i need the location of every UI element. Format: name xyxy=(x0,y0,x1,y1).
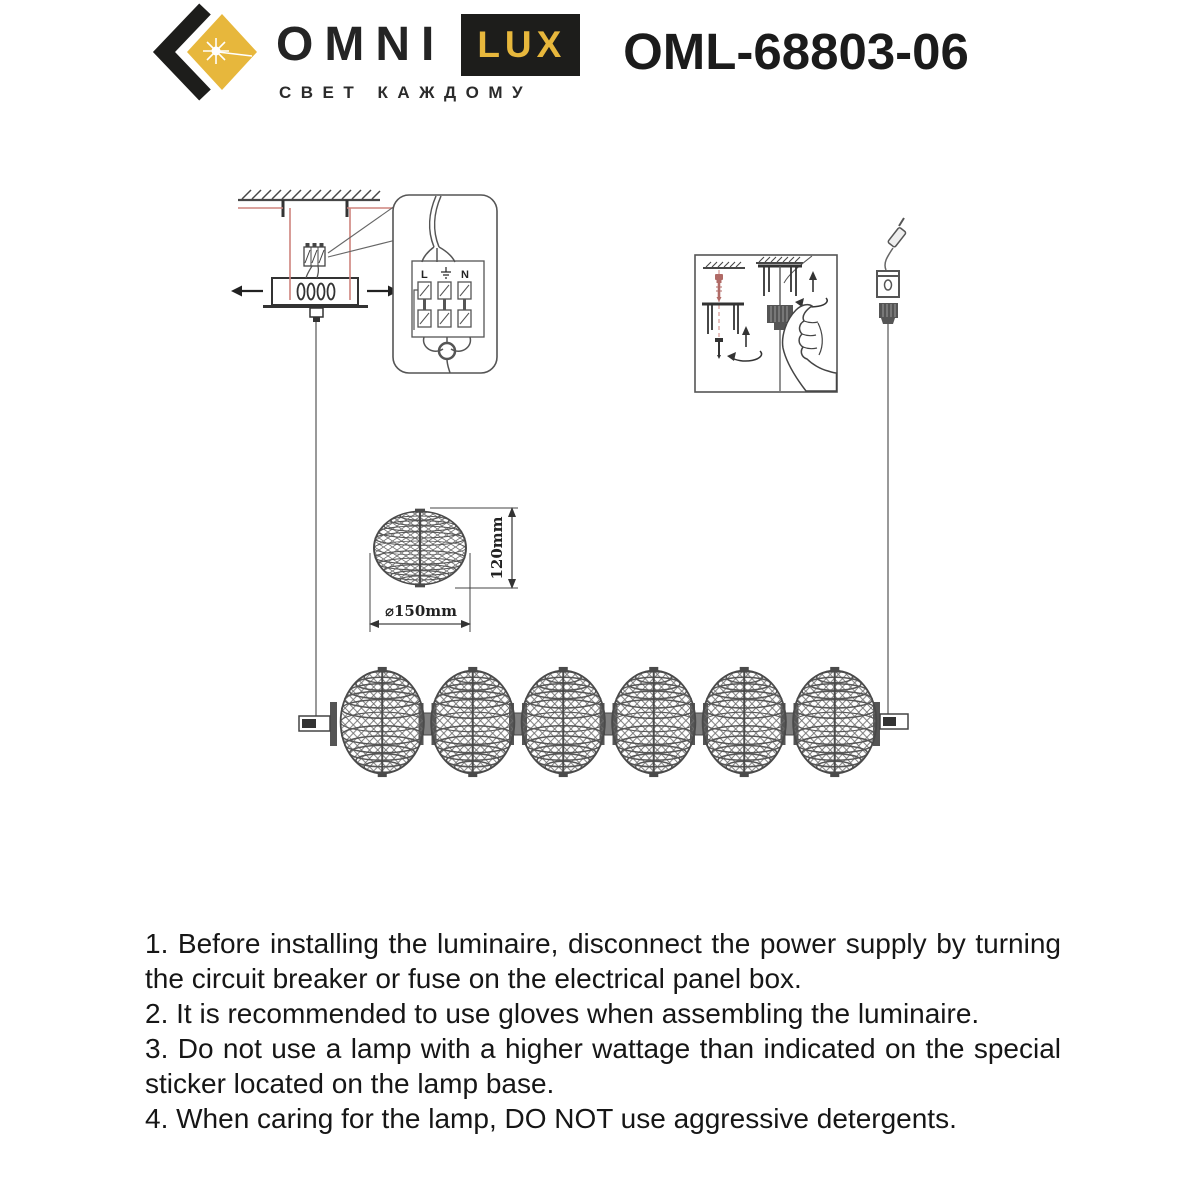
instruction-item-4: 4. When caring for the lamp, DO NOT use aggressive detergents. xyxy=(145,1103,957,1134)
pendant-globe xyxy=(703,667,786,777)
end-cap-right xyxy=(873,702,908,746)
instruction-item-1: 1. Before installing the luminaire, disconnect the power supply by turning the circuit breaker or fuse on the electrical panel box. xyxy=(145,928,1061,994)
terminal-block xyxy=(304,243,325,278)
dimension-height-label: 120mm xyxy=(488,516,506,580)
globe-dimension-drawing xyxy=(369,507,518,632)
pendant-globe xyxy=(793,667,876,777)
slide-arrow-left xyxy=(231,286,263,297)
pendant-globe xyxy=(522,667,605,777)
model-number: OML-68803-06 xyxy=(623,23,969,80)
pendant-globe xyxy=(612,667,695,777)
brand-name-primary: OMNI xyxy=(276,18,446,71)
terminal-label-neutral: N xyxy=(461,269,469,281)
instruction-item-2: 2. It is recommended to use gloves when assembling the luminaire. xyxy=(145,998,980,1029)
callout-lines xyxy=(328,201,402,257)
pendant-globe xyxy=(374,509,466,588)
instructions-block xyxy=(145,926,1061,1136)
cord-grip xyxy=(310,308,323,317)
wiring-detail-box xyxy=(393,195,497,373)
brand-tagline: СВЕТ КАЖДОМУ xyxy=(279,83,533,102)
suspension-connector-detail xyxy=(877,218,906,324)
instruction-item-3: 3. Do not use a lamp with a higher wattage than indicated on the special sticker located on the lamp base. xyxy=(145,1033,1061,1099)
brand-name-secondary: LUX xyxy=(461,14,580,76)
canopy xyxy=(263,278,368,322)
terminal-label-live: L xyxy=(421,269,428,281)
pendant-globe xyxy=(431,667,514,777)
ceiling-hatch xyxy=(238,190,380,200)
assembly-steps-box xyxy=(695,255,837,392)
pendant-globe xyxy=(341,667,424,777)
dimension-diameter-label: ⌀150mm xyxy=(384,602,458,620)
pendant-row xyxy=(299,667,908,777)
end-cap-left xyxy=(299,702,337,746)
